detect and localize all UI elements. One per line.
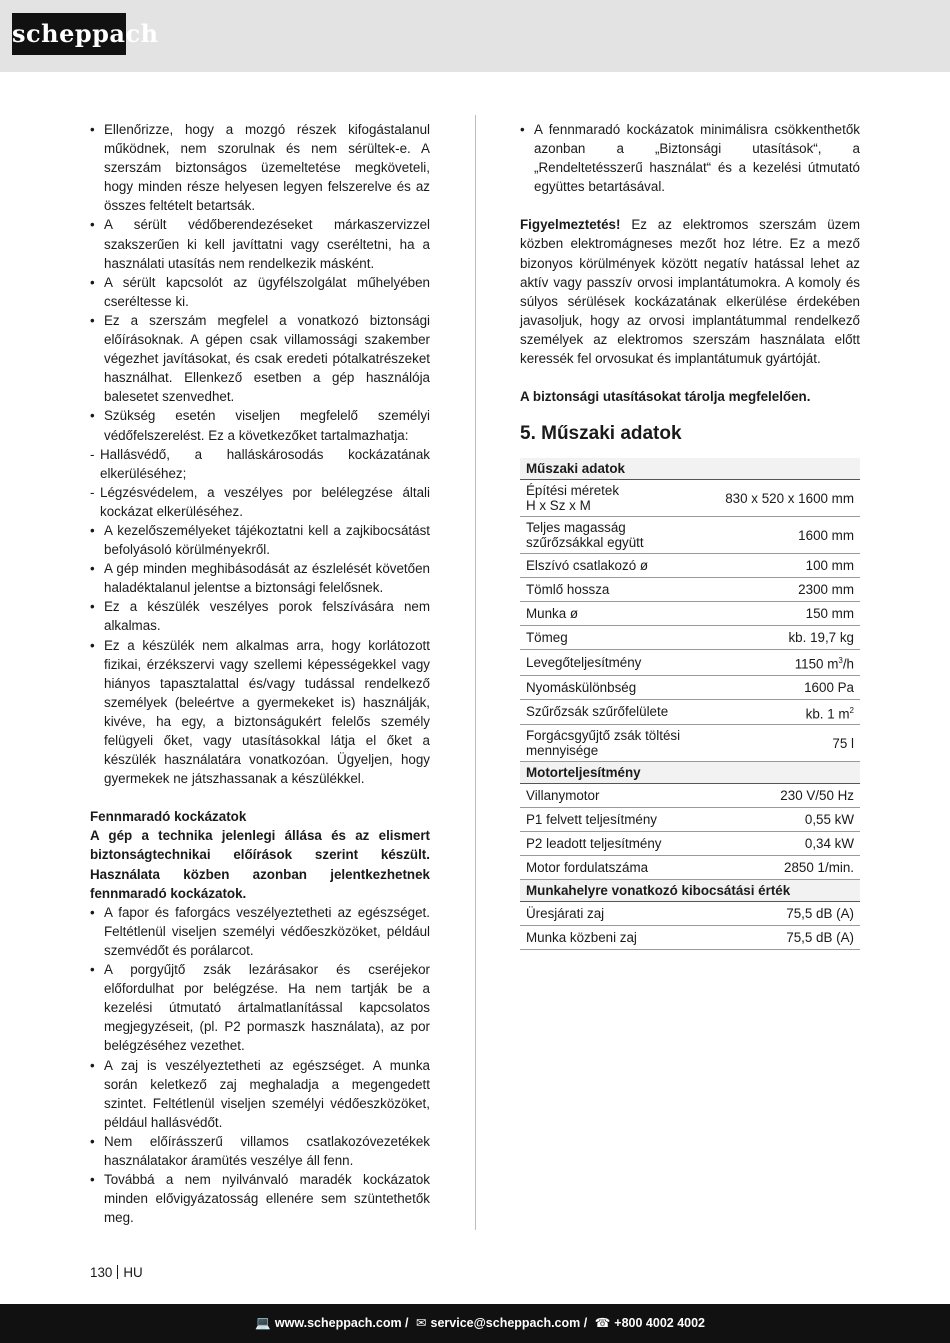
row-label: Levegőteljesítmény: [520, 650, 704, 675]
safety-bullet: • Ez a készülék nem alkalmas arra, hogy korlátozott fizikai, érzékszervi vagy szellemi képességekkel vagy hiányos tapasztalattal és/vagy tudással rendelkező személyek (beleértve a gyermekeket is) használják, kivéve, ha egy, a biztonságukért felelős személy felügyeli őket, vagy utasításokkal látja el őket a készülék használatára vonatkozóan. Ügyeljen, hogy gyermekek ne játszhassanak a készülékkel.: [90, 636, 430, 789]
residual-risk-bullet: • A fapor és faforgács veszélyeztetheti az egészséget. Feltétlenül viseljen személyi védőeszközöket, például szemvédőt és porálarcot.: [90, 903, 430, 960]
safety-bullets: [90, 120, 430, 406]
ppe-items: [90, 445, 430, 521]
section-header-cell: Munkahelyre vonatkozó kibocsátási érték: [520, 880, 860, 902]
row-label: Üresjárati zaj: [520, 902, 704, 926]
table-row: [520, 832, 860, 856]
ppe-item: - Hallásvédő, a halláskárosodás kockázatának elkerüléséhez;: [90, 445, 430, 483]
ppe-bullet-text: Szükség esetén viseljen megfelelő személyi védőfelszerelést. Ez a következőket tartalmazhatja:: [104, 408, 430, 443]
row-value-text: 75,5 dB (A): [786, 930, 854, 946]
row-label: Építési méretek H x Sz x M: [520, 480, 704, 517]
table-section-header: [520, 880, 860, 902]
safety-bullet: • Ez a szerszám megfelel a vonatkozó biztonsági előírásoknak. A gépen csak villamossági szakember végezhet javításokat, és csak eredeti pótalkatrészeket használhat. Ellenkező esetben a gép használója balesetet szenvedhet.: [90, 311, 430, 406]
table-row: [520, 902, 860, 926]
safety-bullet: • Ellenőrizze, hogy a mozgó részek kifogástalanul működnek, nem szorulnak és nem sérültek-e. A szerszám biztonságos üzemeltetése megköveteli, hogy minden része helyesen legyen felszerelve és az összes feltételt betartsák.: [90, 120, 430, 215]
table-row: [520, 602, 860, 626]
row-value-text: 0,55 kW: [804, 812, 854, 828]
page-number-separator: [117, 1265, 118, 1279]
page-language: HU: [123, 1265, 143, 1280]
row-value: [704, 650, 860, 675]
row-label: Nyomáskülönbség: [520, 675, 704, 699]
scheppach-logo: scheppach: [12, 13, 126, 55]
table-row: [520, 650, 860, 675]
row-value: [704, 480, 860, 517]
residual-risk-bullet: • Nem előírásszerű villamos csatlakozóvezetékek használatakor áramütés veszélye áll fenn.: [90, 1132, 430, 1170]
residual-risk-bullet: • A zaj is veszélyeztetheti az egészséget. A munka során keletkező zaj meghaladja a megengedett szintet. Feltétlenül viseljen személyi védőeszközöket, például hallásvédőt.: [90, 1056, 430, 1132]
row-value-text: 100 mm: [805, 558, 854, 574]
row-label: Teljes magasság szűrőzsákkal együtt: [520, 517, 704, 554]
row-value-text: 830 x 520 x 1600 mm: [725, 490, 854, 506]
table-row: [520, 856, 860, 880]
row-value: [704, 784, 860, 808]
safety-bullet: • A gép minden meghibásodását az észlelését követően haladéktalanul jelentse a biztonsági felelősnek.: [90, 559, 430, 597]
row-label: P1 felvett teljesítmény: [520, 808, 704, 832]
mail-icon: ✉: [416, 1316, 427, 1330]
row-value-text: 1600 mm: [798, 527, 854, 543]
row-value: [704, 902, 860, 926]
ppe-item: - Légzésvédelem, a veszélyes por belélegzése általi kockázat elkerüléséhez.: [90, 483, 430, 521]
technical-data-table: [520, 458, 860, 950]
row-value: [704, 856, 860, 880]
safety-bullet: • A kezelőszemélyeket tájékoztatni kell a zajkibocsátást befolyásoló körülményekről.: [90, 521, 430, 559]
table-row: [520, 517, 860, 554]
table-row: [520, 554, 860, 578]
warning-label: Figyelmeztetés!: [520, 217, 621, 233]
table-section-header: [520, 762, 860, 784]
table-row: [520, 926, 860, 950]
warning-paragraph: [520, 215, 860, 368]
row-label: Szűrőzsák szűrőfelülete: [520, 699, 704, 724]
row-value-text: kb. 19,7 kg: [788, 630, 854, 646]
row-value-text: 75,5 dB (A): [786, 906, 854, 922]
residual-summary-list: [520, 120, 860, 196]
residual-risk-bullet: • A porgyűjtő zsák lezárásakor és cseréjekor előfordulhat por belégzése. Ha nem tartják be a kezelési útmutató ártalmatlanítással kapcsolatos megjegyzéseit, (pl. P2 pormaszk használata), az por belégzéséhez vezethet.: [90, 960, 430, 1055]
row-value: [704, 725, 860, 762]
unit-suffix: /h: [842, 656, 854, 672]
section-header-cell: Motorteljesítmény: [520, 762, 860, 784]
footer-email: service@scheppach.com /: [430, 1316, 588, 1330]
row-value-text: 0,34 kW: [804, 836, 854, 852]
table-section-header: [520, 458, 860, 480]
section-header-cell: Műszaki adatok: [520, 458, 860, 480]
ppe-bullet-list: [90, 406, 430, 521]
row-label: Munka közbeni zaj: [520, 926, 704, 950]
page-header: [0, 0, 950, 72]
unit-superscript: 3: [838, 656, 843, 666]
row-label: P2 leadott teljesítmény: [520, 832, 704, 856]
page-number: [90, 1265, 143, 1280]
ppe-bullet: [90, 406, 430, 521]
left-column: [90, 120, 430, 1227]
row-value: [704, 808, 860, 832]
residual-risk-bullet: • Továbbá a nem nyilvánvaló maradék kockázatok minden elővigyázatosság ellenére sem szüntethetők meg.: [90, 1170, 430, 1227]
row-value-text: 150 mm: [805, 606, 854, 622]
safety-bullets-continued: [90, 521, 430, 788]
row-label: Villanymotor: [520, 784, 704, 808]
table-row: [520, 480, 860, 517]
row-value-text: 1600 Pa: [804, 679, 854, 695]
residual-summary-bullet: • A fennmaradó kockázatok minimálisra csökkenthetők azonban a „Biztonsági utasítások“, a „Rendeltetésszerű használat“ és a kezelési útmutató együttes betartásával.: [520, 120, 860, 196]
footer-phone: +800 4002 4002: [614, 1316, 705, 1330]
residual-risks-title: Fennmaradó kockázatok: [90, 809, 247, 825]
row-label: Forgácsgyűjtő zsák töltési mennyisége: [520, 725, 704, 762]
row-label: Tömeg: [520, 626, 704, 650]
unit-superscript: 2: [849, 705, 854, 715]
right-column: [520, 120, 860, 950]
row-value: [704, 578, 860, 602]
row-label: Elszívó csatlakozó ø: [520, 554, 704, 578]
column-divider: [475, 115, 476, 1230]
footer-website: www.scheppach.com /: [274, 1316, 409, 1330]
row-value: [704, 699, 860, 724]
safety-bullet: • Ez a készülék veszélyes porok felszívására nem alkalmas.: [90, 597, 430, 635]
table-row: [520, 578, 860, 602]
page-number-value: 130: [90, 1265, 113, 1280]
row-value: [704, 517, 860, 554]
table-row: [520, 626, 860, 650]
table-row: [520, 784, 860, 808]
row-value: [704, 675, 860, 699]
row-value-text: kb. 1 m: [805, 706, 850, 722]
row-label: Munka ø: [520, 602, 704, 626]
store-instructions-note: A biztonsági utasításokat tárolja megfelelően.: [520, 389, 811, 405]
row-value-text: 2300 mm: [798, 582, 854, 598]
row-value: [704, 554, 860, 578]
table-row: [520, 675, 860, 699]
row-value-text: 2850 1/min.: [784, 860, 854, 876]
computer-icon: 💻: [255, 1316, 271, 1330]
table-row: [520, 699, 860, 724]
row-value: [704, 602, 860, 626]
page-footer: [0, 1304, 950, 1343]
phone-icon: ☎: [594, 1316, 611, 1330]
row-label: Motor fordulatszáma: [520, 856, 704, 880]
row-label: Tömlő hossza: [520, 578, 704, 602]
warning-text: Ez az elektromos szerszám üzem közben elektromágneses mezőt hoz létre. Ez a mező bizonyos körülmények között negatív hatással lehet az aktív vagy passzív orvosi implantátumokra. A komoly és súlyos sérülések kockázatának elkerülése érdekében javasoljuk, hogy az orvosi implantátummal rendelkező személyek az elektromos szerszám használata előtt keressék fel orvosukat és implantátumuk gyártóját.: [520, 217, 860, 367]
row-value: [704, 832, 860, 856]
row-value: [704, 626, 860, 650]
safety-bullet: • A sérült kapcsolót az ügyfélszolgálat műhelyében cseréltesse ki.: [90, 273, 430, 311]
table-row: [520, 808, 860, 832]
row-value-text: 1150 m: [794, 656, 839, 672]
row-value-text: 230 V/50 Hz: [780, 788, 854, 804]
residual-risks-bullets: [90, 903, 430, 1228]
row-value-text: 75 l: [832, 735, 854, 751]
residual-risks-intro: A gép a technika jelenlegi állása és az elismert biztonságtechnikai előírások szerint készült. Használata közben azonban jelentkezhetnek fennmaradó kockázatok.: [90, 828, 430, 901]
safety-bullet: • A sérült védőberendezéseket márkaszervizzel szakszerűen ki kell javíttatni vagy cseréltetni, ha a használati utasítás nem rendelkezik másként.: [90, 215, 430, 272]
row-value: [704, 926, 860, 950]
section-heading: 5. Műszaki adatok: [520, 423, 682, 445]
table-row: [520, 725, 860, 762]
